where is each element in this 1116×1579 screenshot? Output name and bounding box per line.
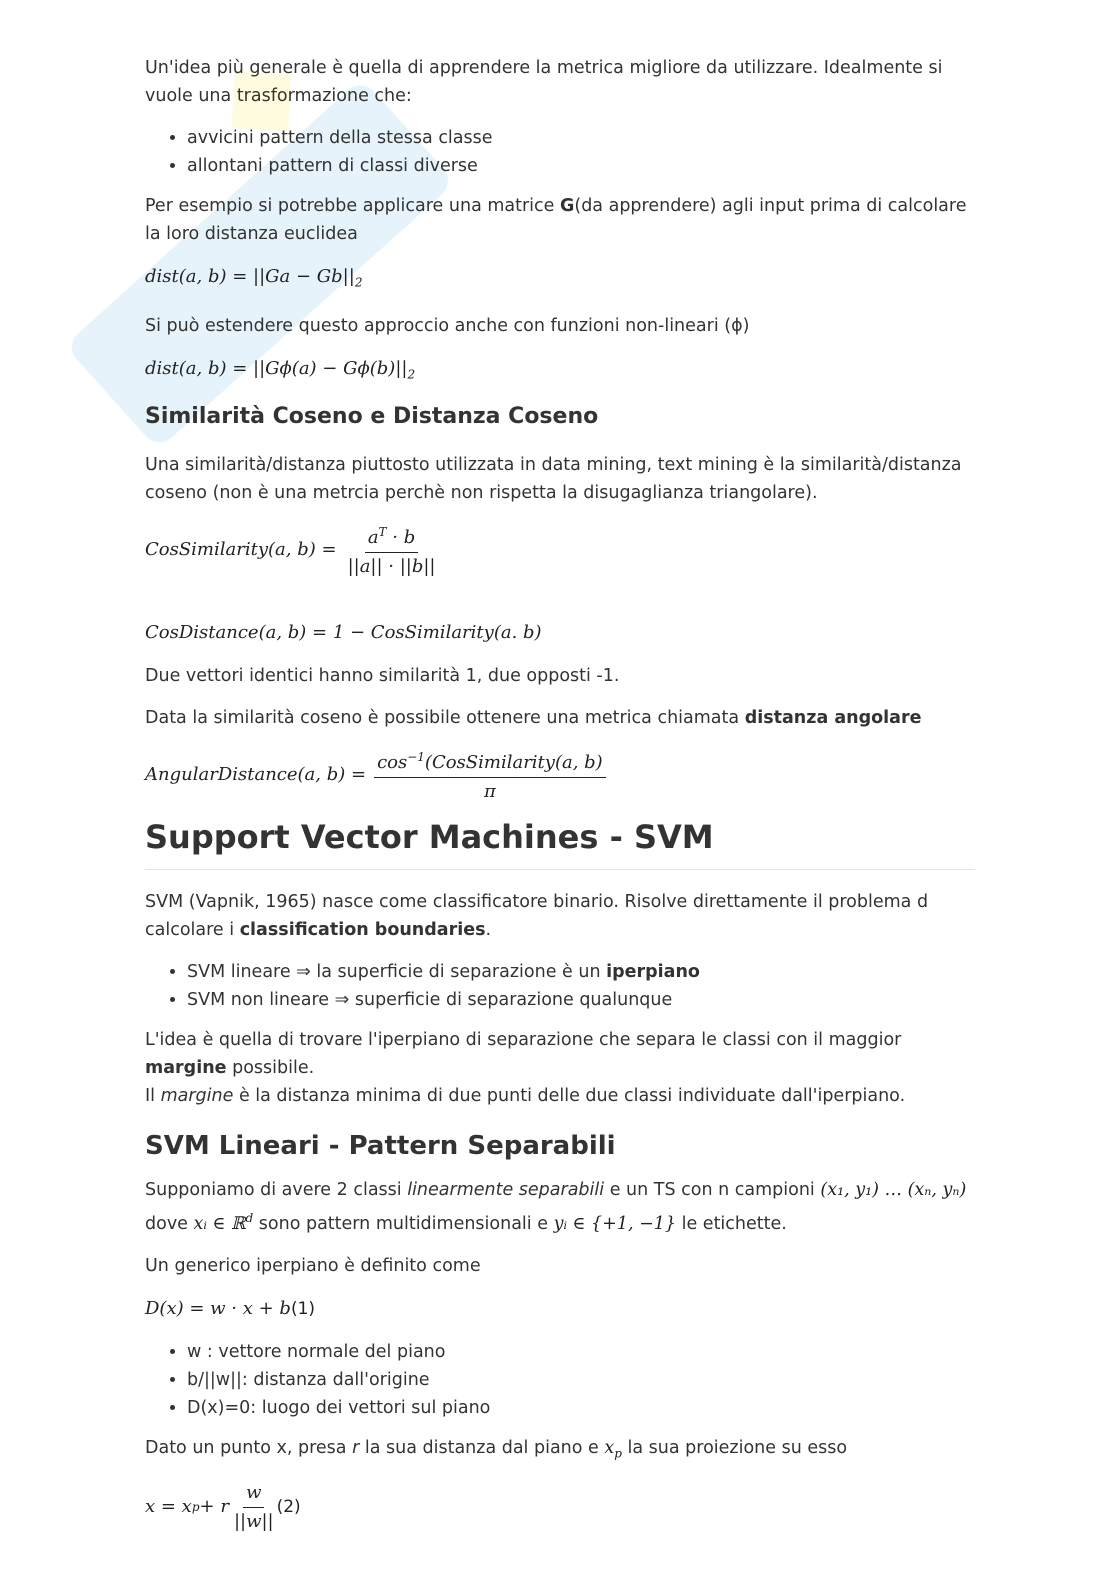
svm-intro-paragraph: SVM (Vapnik, 1965) nasce come classificatore binario. Risolve direttamente il problema d calcolare i classification boundaries. <box>145 892 929 941</box>
section-heading-svm: Support Vector Machines - SVM <box>145 815 975 870</box>
list-item: • avvicini pattern della stessa classe <box>187 124 975 152</box>
cosine-paragraph: Una similarità/distanza piuttosto utilizzata in data mining, text mining è la similarità/distanza coseno (non è una metrcia perchè non rispetta la disugaglianza triangolare). <box>145 455 962 504</box>
list-item: • SVM lineare ⇒ la superficie di separazione è un iperpiano <box>187 958 975 986</box>
identical-vectors-paragraph: Due vettori identici hanno similarità 1, due opposti -1. <box>145 666 620 687</box>
equation-dist-linear: dist(a, $b) = ||Ga - Gb||_2$ <box>145 266 363 290</box>
svm-type-list <box>145 958 975 1014</box>
angular-paragraph: Data la similarità coseno è possibile ottenere una metrica chiamata distanza angolare <box>145 708 922 729</box>
margin-paragraph: L'idea è quella di trovare l'iperpiano di separazione che separa le classi con il maggior margine possibile. Il margine è la distanza minima di due punti delle due classi individuate dall'iperpiano. <box>145 1030 906 1107</box>
equation-cos-distance: CosDistance(a, b) = 1 − CosSimilarity(a. b) <box>145 622 542 644</box>
equation-angular-distance: AngularDistance(a, b) = $\frac{\cos^{-1}(CosSimilarity(a, b)}{\pi}$ <box>145 746 975 803</box>
list-item: • SVM non lineare ⇒ superficie di separazione qualunque <box>187 986 975 1014</box>
equation-projection: x = x p + r $\frac{w}{||w||}$ (2) <box>145 1481 301 1532</box>
fraction: $\frac{w}{||w||}$ <box>233 1481 274 1532</box>
fraction: $\frac{\cos^{-1}(CosSimilarity(a, b)}{\pi}$ <box>374 746 606 803</box>
intro-paragraph: Un'idea più generale è quella di apprendere la metrica migliore da utilizzare. Idealmente si vuole una trasformazione che: <box>145 58 943 106</box>
matrix-symbol: G <box>560 196 575 216</box>
hyperplane-paragraph: Un generico iperpiano è definito come <box>145 1256 481 1277</box>
list-item: • w : vettore normale del piano <box>187 1338 975 1366</box>
section-heading-cosine: Similarità Coseno e Distanza Coseno <box>145 404 599 430</box>
section-heading-linear-svm: SVM Lineari - Pattern Separabili <box>145 1131 616 1162</box>
fraction: $\frac{a^T \cdot b}{||a|| \cdot ||b||}$ <box>345 521 439 578</box>
intro-list <box>145 124 975 180</box>
list-item: • allontani pattern di classi diverse <box>187 152 975 180</box>
separable-paragraph: Supponiamo di avere 2 classi linearmente separabili e un TS con n campioni (x₁, y₁) … (xₙ, yₙ) dove xᵢ ∈ ℝ$^d$ sono pattern multidimensionali e yᵢ ∈ {+1, −1} le etichette. <box>145 1180 967 1235</box>
list-item: • b/||w||: distanza dall'origine <box>187 1366 975 1394</box>
hyperplane-list <box>145 1338 975 1422</box>
projection-paragraph: Dato un punto x, presa r la sua distanza dal piano e $x_p$ la sua proiezione su esso <box>145 1438 848 1461</box>
equation-dist-nonlinear: dist(a, $b) = ||G\phi(a) - G\phi(b)||_2$ <box>145 357 416 382</box>
matrix-paragraph: Per esempio si potrebbe applicare una matrice G(da apprendere) agli input prima di calcolare la loro distanza euclidea <box>145 196 967 244</box>
main-content <box>145 54 975 1545</box>
equation-hyperplane: D(x) = w · x + b(1) <box>145 1298 316 1320</box>
nonlinear-paragraph: Si può estendere questo approccio anche con funzioni non-lineari (ϕ) <box>145 315 750 336</box>
equation-cos-similarity: CosSimilarity(a, b) = $\frac{a^T \cdot b}{||a|| \cdot ||b||}$ <box>145 521 975 578</box>
list-item: • D(x)=0: luogo dei vettori sul piano <box>187 1394 975 1422</box>
